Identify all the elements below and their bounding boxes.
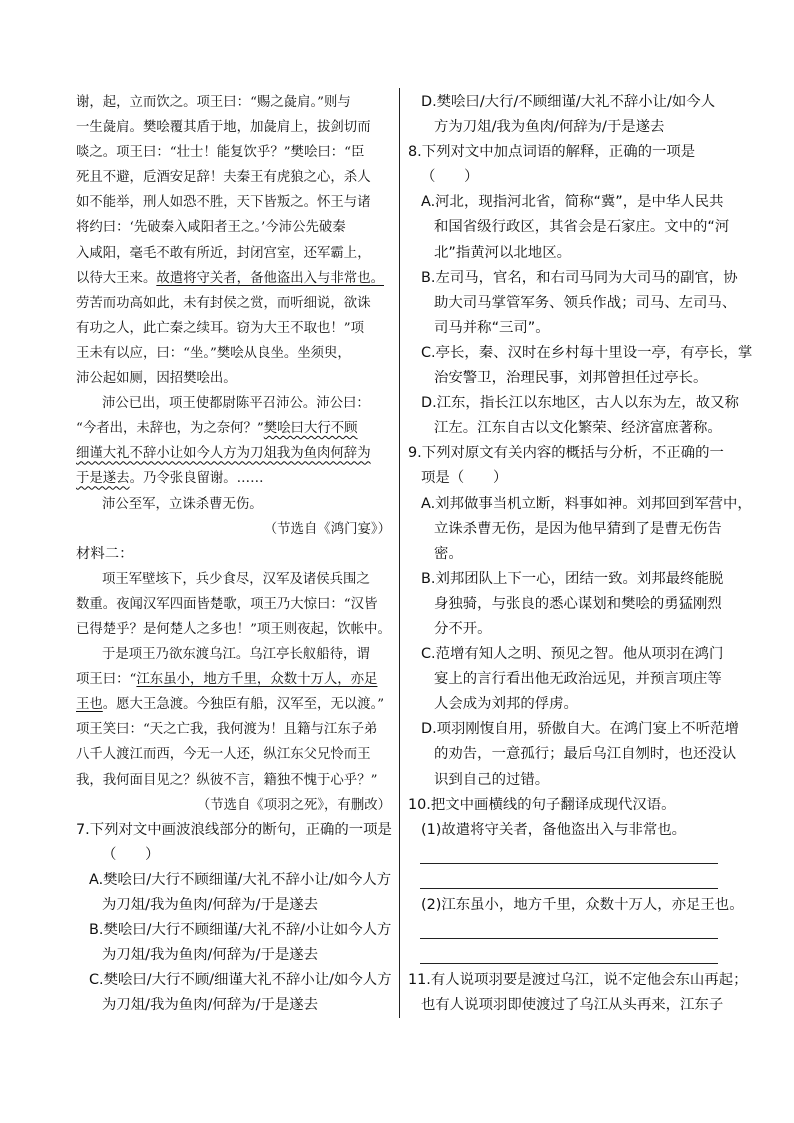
- text-line: 项王笑曰：“天之亡我，我何渡为！且籍与江东子弟: [76, 722, 378, 738]
- text-segment: 。愿大王急渡。今独臣有船，汉军至，无以渡。”: [102, 697, 385, 713]
- option-b-cont: 分不开。: [434, 620, 492, 637]
- text-line: 入咸阳，毫毛不敢有所近，封闭宫室，还军霸上，: [76, 245, 371, 261]
- option-c[interactable]: C.亭长，秦、汉时在乡村每十里设一亭，有亭长，掌: [421, 344, 753, 361]
- option-c-cont: 人会成为刘邦的俘虏。: [434, 696, 578, 713]
- question-9: 9.下列对原文有关内容的概括与分析，不正确的一: [408, 445, 724, 462]
- option-b-cont: 助大司马掌管军务、领兵作战；司马、左司马、: [434, 294, 737, 311]
- option-a[interactable]: A.河北，现指河北省，简称“冀”，是中华人民共: [421, 194, 724, 211]
- answer-line[interactable]: [408, 918, 726, 943]
- option-d[interactable]: D.项羽刚愎自用，骄傲自大。在鸿门宴上不听范增: [421, 721, 739, 738]
- option-a-cont: 为刀俎/我为鱼肉/何辞为/于是遂去: [102, 897, 319, 913]
- option-b-cont: 为刀俎/我为鱼肉/何辞为/于是遂去: [102, 947, 319, 964]
- wavy-underlined-text: 于是遂去: [76, 471, 130, 487]
- text-segment: “今者出，未辞也，为之奈何？”: [76, 421, 264, 437]
- text-line: 死且不避，卮酒安足辞！夫秦王有虎狼之心，杀人: [76, 170, 371, 186]
- option-a[interactable]: A.刘邦做事当机立断，料事如神。刘邦回到军营中，: [421, 495, 752, 512]
- answer-line[interactable]: [408, 868, 726, 893]
- text-line: 有功之人，此亡秦之续耳。窃为大王不取也！”项: [76, 320, 365, 336]
- answer-paren: （ ）: [421, 169, 479, 186]
- text-line: [76, 692, 391, 717]
- option-d-cont: 识到自己的过错。: [434, 771, 550, 788]
- wavy-underlined-text: 细谨大礼不辞小让如今人方为刀俎我为鱼肉何辞为: [76, 446, 371, 462]
- option-a-cont: 和国省级行政区，其省会是石家庄。文中的“河: [434, 219, 730, 236]
- question-10-part-2: (2)江东虽小，地方千里，众数十万人，亦足王也。: [421, 897, 744, 913]
- option-c-cont: 为刀俎/我为鱼肉/何辞为/于是遂去: [102, 997, 319, 1014]
- text-line: 啖之。项王曰：“壮士！能复饮乎？”樊哙曰：“臣: [76, 145, 365, 161]
- option-b[interactable]: B.刘邦团队上下一心，团结一致。刘邦最终能脱: [421, 570, 724, 587]
- text-line: 如不能举，刑人如恐不胜，天下皆叛之。怀王与诸: [76, 195, 371, 211]
- text-line: 将约曰：‘先破秦入咸阳者王之。’今沛公先破秦: [76, 220, 346, 236]
- option-b-cont: 司马并称“三司”。: [434, 319, 550, 336]
- option-d-cont: 方为刀俎/我为鱼肉/何辞为/于是遂去: [434, 119, 665, 136]
- text-line: [76, 416, 391, 441]
- question-11-cont: 也有人说项羽即使渡过了乌江从头再来，江东子: [421, 997, 724, 1014]
- text-line: 八千人渡江而西，今无一人还，纵江东父兄怜而王: [76, 747, 371, 763]
- text-segment: 。乃令张良留谢。……: [129, 471, 264, 487]
- question-8: 8.下列对文中加点词语的解释，正确的一项是: [408, 144, 696, 161]
- text-line: 已得楚乎？是何楚人之多也！”项王则夜起，饮帐中。: [76, 621, 391, 637]
- text-line: 于是项王乃欲东渡乌江。乌江亭长舣船待，谓: [102, 647, 370, 663]
- option-d[interactable]: D.樊哙曰/大行/不顾细谨/大礼不辞小让/如今人: [421, 94, 716, 110]
- answer-line[interactable]: [408, 843, 726, 868]
- text-line: 我，我何面目见之？纵彼不言，籍独不愧于心乎？”: [76, 772, 378, 788]
- text-line: 谢，起，立而饮之。项王曰：“赐之彘肩。”则与: [76, 95, 351, 110]
- wavy-underlined-text: 樊哙曰大行不顾: [263, 421, 358, 437]
- underlined-sentence-2: 王也: [76, 697, 103, 713]
- text-line: 沛公至军，立诛杀曹无伤。: [102, 496, 263, 512]
- text-line: 沛公起如厕，因招樊哙出。: [76, 371, 237, 387]
- source-note: （节选自《鸿门宴》）: [263, 521, 391, 537]
- option-c-cont: 治安警卫，治理民事，刘邦曾担任过亭长。: [434, 370, 708, 387]
- option-b[interactable]: B.樊哙曰/大行不顾细谨/大礼不辞/小让如今人方: [89, 922, 392, 939]
- text-line: 一生彘肩。樊哙覆其盾于地，加彘肩上，拔剑切而: [76, 120, 371, 136]
- text-line: 沛公已出，项王使都尉陈平召沛公。沛公曰：: [102, 396, 370, 412]
- text-line: 王未有以应，曰：“坐。”樊哙从良坐。坐须臾，: [76, 345, 351, 361]
- text-line: 项王军壁垓下，兵少食尽，汉军及诸侯兵围之: [102, 571, 370, 587]
- option-c[interactable]: C.樊哙曰/大行不顾/细谨大礼不辞小让/如今人方: [89, 972, 392, 989]
- option-c-cont: 宴上的言行看出他无政治远见，并预言项庄等: [434, 671, 722, 688]
- material-heading: 材料二：: [76, 545, 134, 562]
- right-column: [408, 90, 753, 1018]
- underlined-sentence-1: 故遣将守关者，备他盗出入与非常也。: [156, 270, 384, 286]
- option-a[interactable]: A.樊哙曰/大行不顾细谨/大礼不辞小让/如今人方: [89, 871, 392, 888]
- column-divider: [399, 88, 400, 1018]
- option-b[interactable]: B.左司马，官名，和右司马同为大司马的副官，协: [421, 269, 738, 286]
- question-11: 11.有人说项羽要是渡过乌江，说不定他会东山再起；: [408, 972, 748, 989]
- option-a-cont: 密。: [434, 545, 463, 562]
- question-10: 10.把文中画横线的句子翻译成现代汉语。: [408, 796, 676, 813]
- source-note: （节选自《项羽之死》，有删改）: [196, 797, 391, 813]
- text-line: [76, 466, 391, 491]
- option-a-cont: 立诛杀曹无伤，是因为他早猜到了是曹无伤告: [434, 520, 722, 537]
- option-c[interactable]: C.范增有知人之明、预见之智。他从项羽在鸿门: [421, 646, 724, 663]
- answer-line[interactable]: [408, 943, 726, 968]
- text-line: [76, 441, 391, 466]
- option-b-cont: 身独骑，与张良的悉心谋划和樊哙的勇猛刚烈: [434, 595, 722, 612]
- question-9-cont: 项是（ ）: [421, 470, 508, 487]
- question-7: 7.下列对文中画波浪线部分的断句，正确的一项是: [76, 821, 392, 838]
- underlined-sentence-2: 江东虽小，地方千里，众数十万人，亦足: [136, 672, 378, 688]
- question-10-part-1: (1)故遣将守关者，备他盗出入与非常也。: [421, 821, 687, 838]
- option-d[interactable]: D.江东，指长江以东地区，古人以东为左，故又称: [421, 395, 739, 412]
- text-line: [76, 266, 391, 291]
- text-line: 劳苦而功高如此，未有封侯之赏，而听细说，欲诛: [76, 295, 371, 311]
- text-segment: 以待大王来。: [76, 270, 157, 286]
- option-d-cont: 江左。江东自古以文化繁荣、经济富庶著称。: [434, 420, 722, 437]
- option-d-cont: 的劝告，一意孤行；最后乌江自刎时，也还没认: [434, 746, 737, 763]
- text-line: [76, 667, 391, 692]
- left-column: [76, 90, 391, 1018]
- option-a-cont: 北”指黄河以北地区。: [434, 244, 571, 261]
- text-segment: 项王曰：“: [76, 672, 137, 688]
- answer-paren: （ ）: [102, 846, 160, 863]
- text-line: 数重。夜闻汉军四面皆楚歌，项王乃大惊曰：“汉皆: [76, 596, 378, 612]
